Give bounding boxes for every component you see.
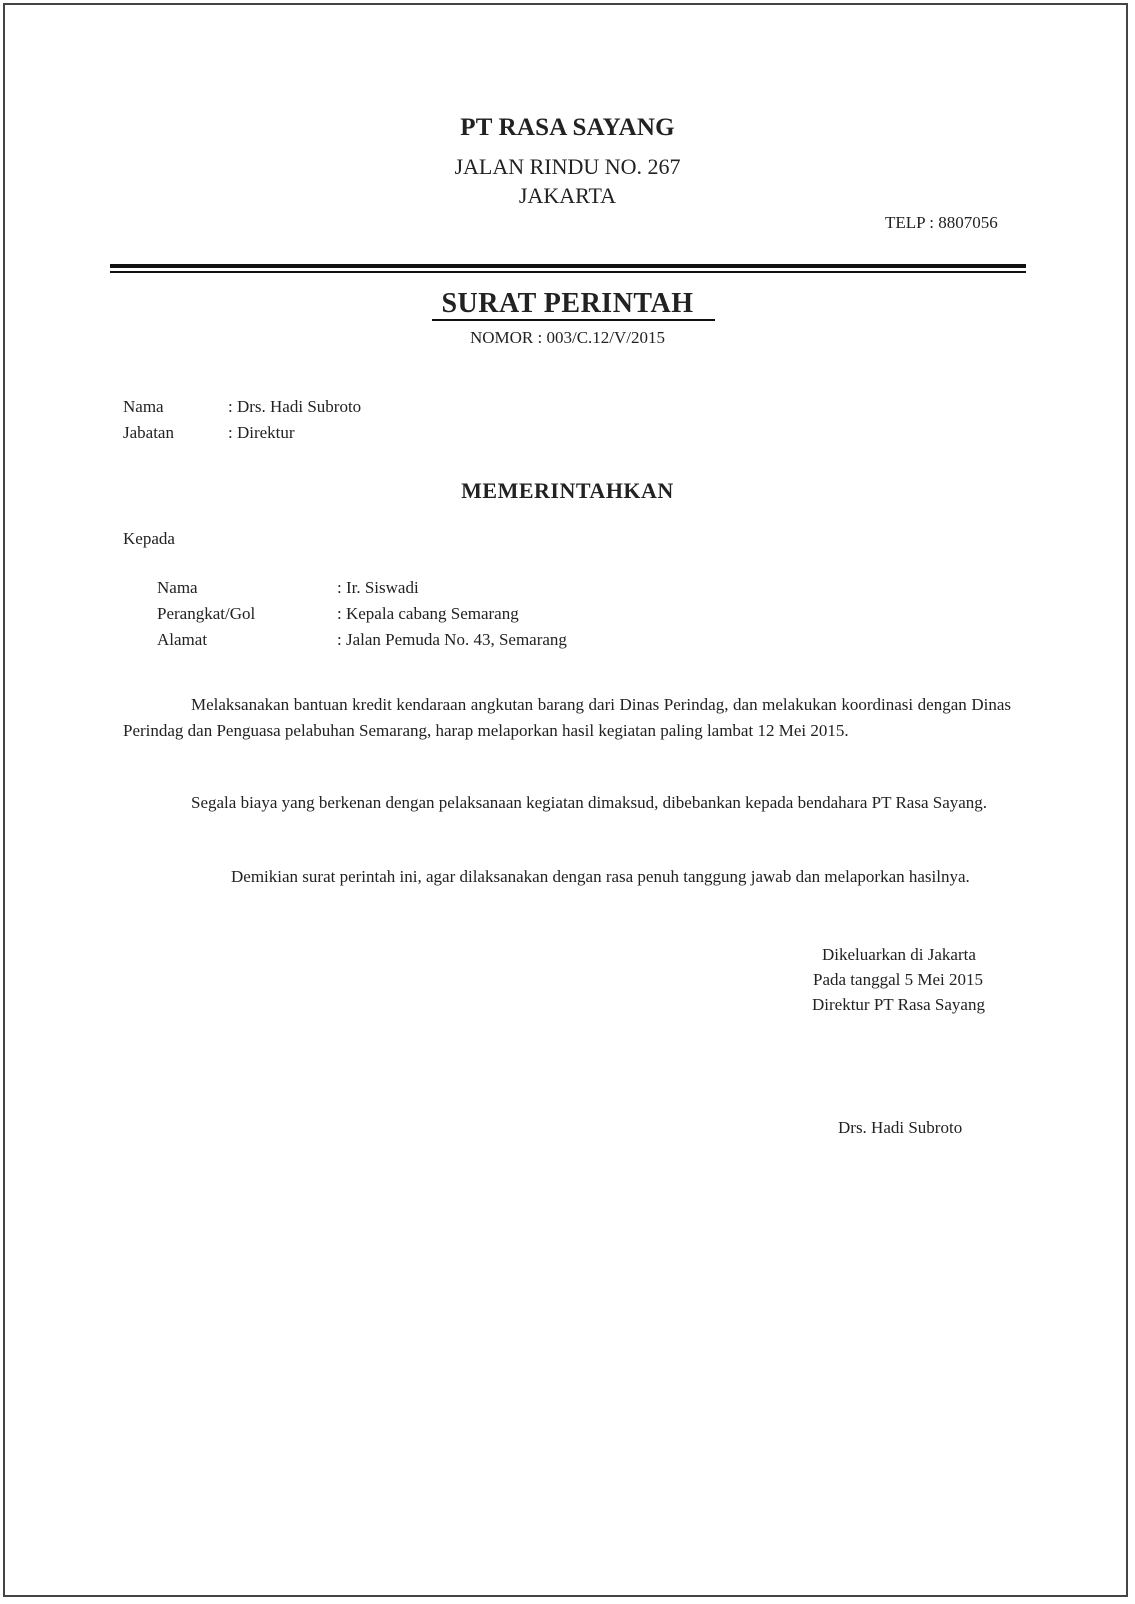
issuer-position-label: Jabatan: [123, 423, 174, 442]
signer-name: Drs. Hadi Subroto: [838, 1118, 963, 1137]
body-paragraph-3: Demikian surat perintah ini, agar dilaksanakan dengan rasa penuh tanggung jawab dan melaporkan hasilnya.: [231, 867, 970, 886]
company-street: JALAN RINDU NO. 267: [454, 154, 681, 179]
document-title: SURAT PERINTAH: [441, 288, 694, 319]
recipient-address-label: Alamat: [157, 630, 208, 649]
company-city: JAKARTA: [518, 183, 617, 208]
closing-signer-title: Direktur PT Rasa Sayang: [812, 995, 985, 1014]
document-number: NOMOR : 003/C.12/V/2015: [469, 328, 666, 347]
recipient-rank-label: Perangkat/Gol: [157, 604, 256, 623]
recipient-name-value: : Ir. Siswadi: [337, 578, 419, 597]
letterhead-divider-thin: [110, 271, 1026, 273]
recipient-address-value: : Jalan Pemuda No. 43, Semarang: [337, 630, 567, 649]
recipient-rank-value: : Kepala cabang Semarang: [337, 604, 519, 623]
closing-date: Pada tanggal 5 Mei 2015: [813, 970, 983, 989]
recipient-name-label: Nama: [157, 578, 198, 597]
issuer-name-label: Nama: [123, 397, 164, 416]
issuer-name-value: : Drs. Hadi Subroto: [228, 397, 362, 416]
order-heading: MEMERINTAHKAN: [461, 478, 674, 503]
letterhead-divider-thick: [110, 264, 1026, 268]
recipient-to-label: Kepada: [123, 529, 175, 548]
closing-issued-at: Dikeluarkan di Jakarta: [822, 945, 976, 964]
issuer-position-value: : Direktur: [228, 423, 295, 442]
body-paragraph-1: Melaksanakan bantuan kredit kendaraan angkutan barang dari Dinas Perindag, dan melakukan koordinasi dengan Dinas Perindag dan Penguasa pelabuhan Semarang, harap melaporkan hasil kegiatan paling lambat 12 Mei 2015.: [123, 695, 1011, 740]
body-paragraph-2: Segala biaya yang berkenan dengan pelaksanaan kegiatan dimaksud, dibebankan kepada bendahara PT Rasa Sayang.: [191, 793, 988, 812]
title-underline: [432, 319, 715, 321]
company-phone: TELP : 8807056: [885, 213, 998, 232]
company-name: PT RASA SAYANG: [460, 114, 675, 141]
